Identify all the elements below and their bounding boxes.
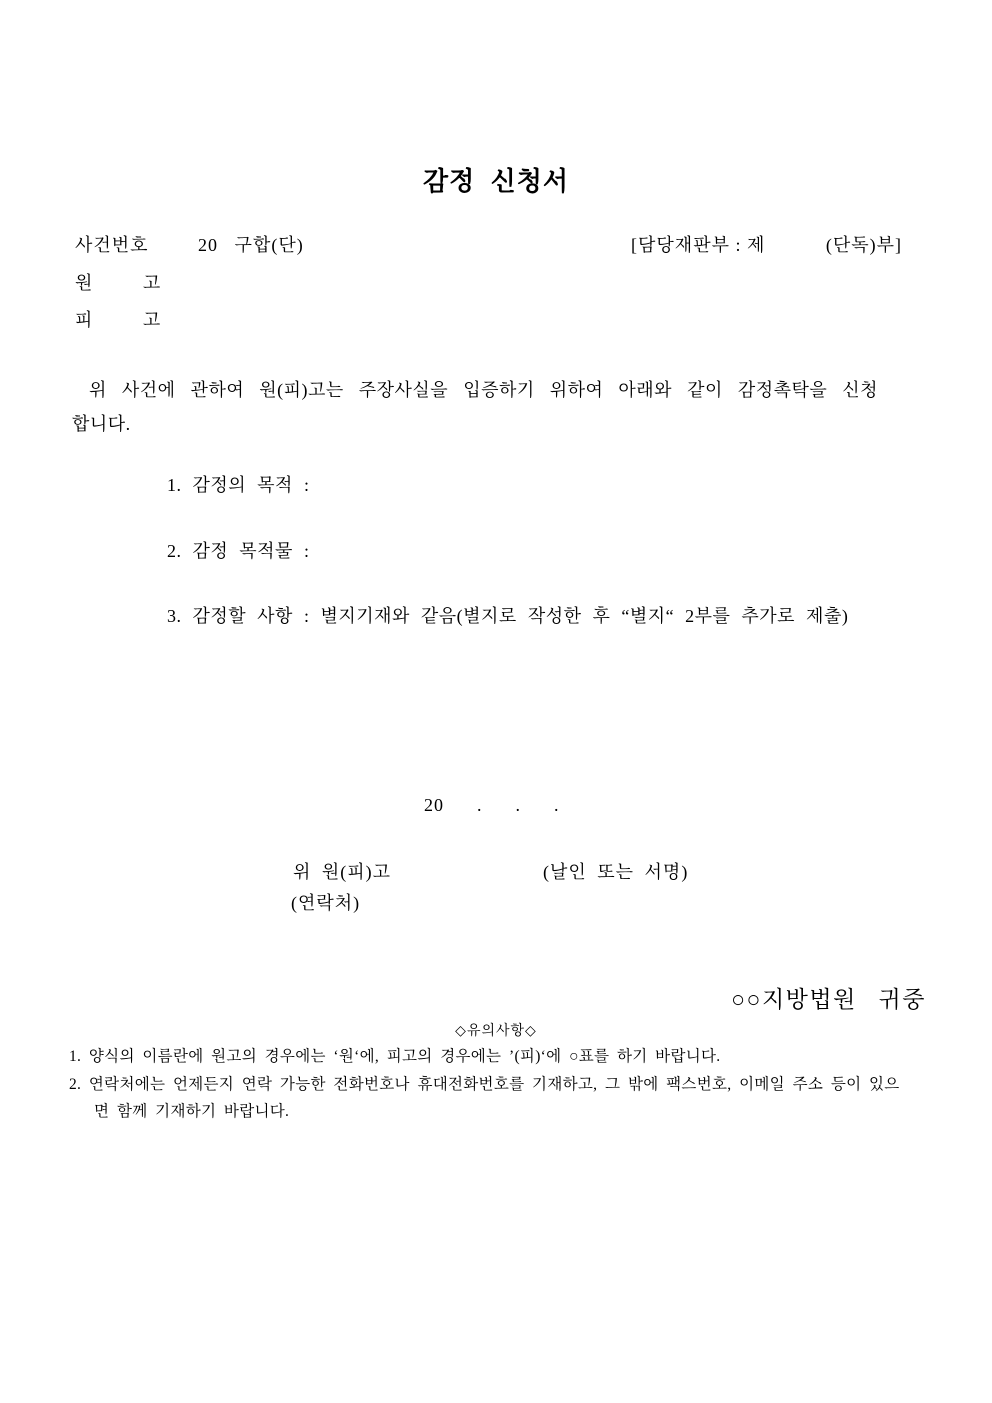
notice-heading: ◇유의사항◇ [455, 1024, 537, 1039]
notice-item-2: 2. 연락처에는 언제든지 연락 가능한 전화번호나 휴대전화번호를 기재하고, 그 밖에 팩스번호, 이메일 주소 등이 있으면 함께 기재하기 바랍니다. [69, 1076, 900, 1120]
signer-label: 위 원(피)고 [293, 862, 392, 882]
page-title: 감정 신청서 [422, 167, 570, 196]
defendant-label: 피 고 [75, 310, 162, 330]
notice-item-1: 1. 양식의 이름란에 원고의 경우에는 ‘원‘에, 피고의 경우에는 ’(피)‘에 ○표를 하기 바랍니다. [69, 1048, 721, 1065]
body-paragraph-line2: 합니다. [72, 414, 131, 434]
item-appraisal-purpose: 1. 감정의 목적 : [167, 475, 310, 495]
case-number-line [75, 231, 902, 257]
body-paragraph-line1: 위 사건에 관하여 원(피)고는 주장사실을 입증하기 위하여 아래와 같이 감정촉탁을 신청 [89, 380, 879, 400]
assigned-panel: [담당재판부 : 제 (단독)부] [631, 235, 902, 255]
case-number: 사건번호 20 구합(단) [75, 235, 304, 255]
contact-label: (연락처) [291, 893, 361, 913]
item-appraisal-matters: 3. 감정할 사항 : 별지기재와 같음(별지로 작성한 후 “별지“ 2부를 추가로 제출) [167, 606, 849, 626]
date-line: 20 . . . [424, 795, 560, 815]
plaintiff-label: 원 고 [75, 273, 162, 293]
court-addressee: ○○지방법원 귀중 [731, 987, 926, 1012]
item-appraisal-object: 2. 감정 목적물 : [167, 541, 310, 561]
seal-or-signature-note: (날인 또는 서명) [543, 862, 689, 882]
